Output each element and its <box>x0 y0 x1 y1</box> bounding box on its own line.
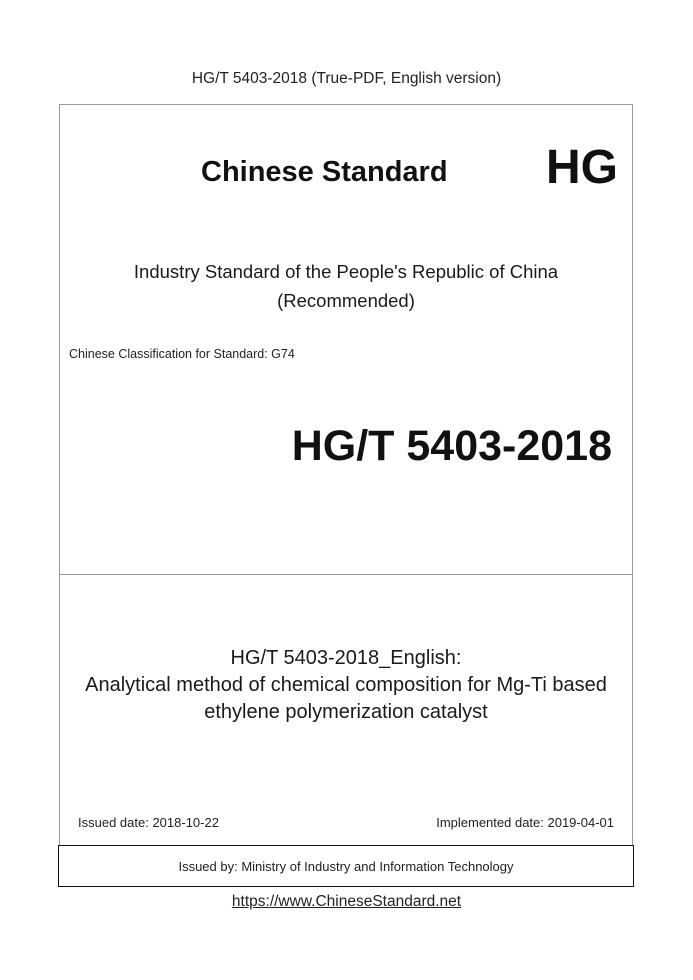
hg-logo: HG <box>546 141 618 194</box>
cover-frame <box>59 104 633 846</box>
issued-date: Issued date: 2018-10-22 <box>78 815 219 830</box>
issuer-box <box>58 845 634 887</box>
industry-line-1: Industry Standard of the People's Republic of China <box>133 261 559 282</box>
standard-code: HG/T 5403-2018 <box>291 422 612 470</box>
industry-standard-label <box>59 257 633 315</box>
implemented-date: Implemented date: 2019-04-01 <box>436 815 614 830</box>
issuer-text: Issued by: Ministry of Industry and Information Technology <box>178 858 514 874</box>
cover-divider <box>59 574 633 575</box>
classification-text: Chinese Classification for Standard: G74 <box>69 347 295 361</box>
website-link[interactable]: https://www.ChineseStandard.net <box>231 893 462 910</box>
doc-title-line-1: HG/T 5403-2018_English: <box>230 647 462 669</box>
doc-title-line-3: ethylene polymerization catalyst <box>204 701 488 723</box>
industry-line-2: (Recommended) <box>277 290 415 311</box>
cover-title: Chinese Standard <box>201 156 448 188</box>
document-title <box>59 645 633 726</box>
document-header: HG/T 5403-2018 (True-PDF, English version) <box>191 70 502 87</box>
footer-url <box>0 893 693 911</box>
doc-title-line-2: Analytical method of chemical composition for Mg-Ti based <box>85 674 607 696</box>
